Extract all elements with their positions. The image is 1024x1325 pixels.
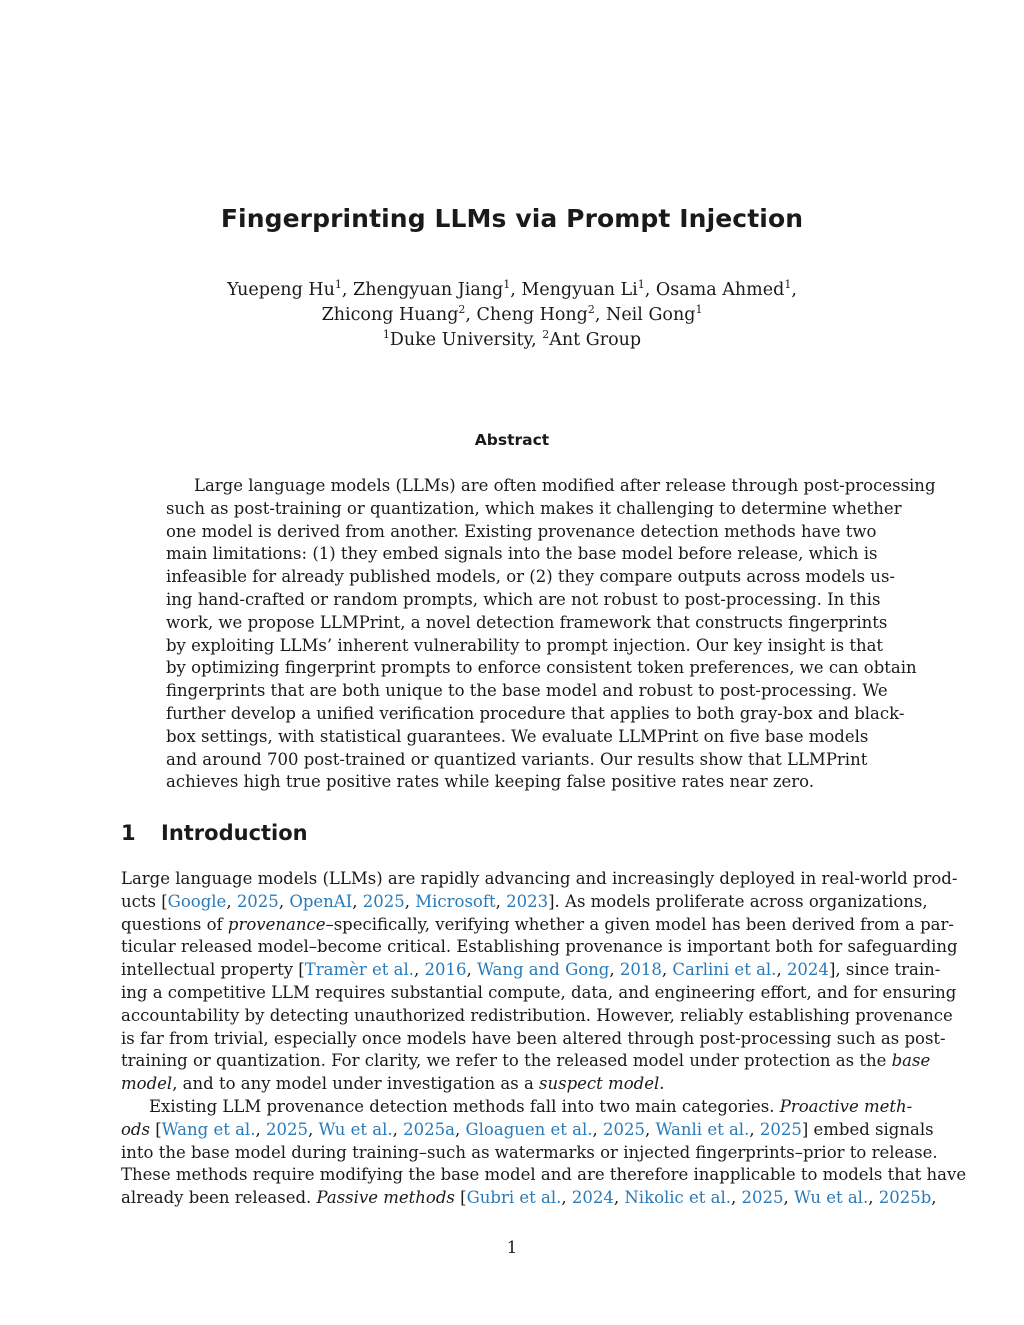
body-line: ucts [Google, 2025, OpenAI, 2025, Microsoft, 2023]. As models proliferate across organizations, xyxy=(121,891,928,911)
abstract-line: by exploiting LLMs’ inherent vulnerability to prompt injection. Our key insight is that xyxy=(166,635,884,655)
body-line: These methods require modifying the base model and are therefore inapplicable to models that have xyxy=(121,1165,967,1185)
citation-link[interactable]: 2025 xyxy=(236,891,279,911)
body-line: is far from trivial, especially once models have been altered through post-processing such as post- xyxy=(121,1028,946,1048)
author-block xyxy=(0,278,1024,353)
citation-link[interactable]: 2023 xyxy=(506,891,549,911)
author-line-1: Yuepeng Hu$^1$, Zhengyuan Jiang$^1$, Mengyuan Li$^1$, Osama Ahmed$^1$, xyxy=(227,278,797,300)
abstract-line: box settings, with statistical guarantees. We evaluate LLMPrint on five base models xyxy=(166,726,869,746)
citation-link[interactable]: Microsoft xyxy=(415,891,496,911)
author-line-2: Zhicong Huang$^2$, Cheng Hong$^2$, Neil Gong$^1$ xyxy=(321,303,703,325)
body-line: Existing LLM provenance detection methods fall into two main categories. Proactive meth- xyxy=(149,1096,913,1116)
abstract-line: ing hand-crafted or random prompts, which are not robust to post-processing. In this xyxy=(166,589,881,609)
citation-link[interactable]: Google xyxy=(167,891,227,911)
affiliations: $^1$Duke University, $^2$Ant Group xyxy=(382,328,642,350)
citation-link[interactable]: 2025 xyxy=(265,1119,308,1139)
body-line: into the base model during training–such as watermarks or injected fingerprints–prior to release. xyxy=(121,1142,938,1162)
citation-link[interactable]: Gloaguen et al. xyxy=(465,1119,593,1139)
section-heading xyxy=(121,821,308,845)
citation-link[interactable]: Wu et al. xyxy=(794,1188,869,1208)
citation-link[interactable]: Carlini et al. xyxy=(672,960,777,980)
body-line: ods [Wang et al., 2025, Wu et al., 2025a, Gloaguen et al., 2025, Wanli et al., 2025] embed signals xyxy=(121,1119,934,1139)
citation-link[interactable]: 2025 xyxy=(741,1188,784,1208)
citation-link[interactable]: 2024 xyxy=(571,1188,614,1208)
body-line: ing a competitive LLM requires substantial compute, data, and engineering effort, and for ensuring xyxy=(121,982,957,1002)
citation-link[interactable]: Tramèr et al. xyxy=(304,960,414,980)
abstract-body xyxy=(166,475,936,794)
citation-link[interactable]: 2025 xyxy=(362,891,405,911)
abstract-line: Large language models (LLMs) are often modified after release through post-processing xyxy=(194,476,936,495)
section-title: Introduction xyxy=(161,821,308,845)
abstract-line: infeasible for already published models, or (2) they compare outputs across models us- xyxy=(166,567,895,587)
body-line: accountability by detecting unauthorized redistribution. However, reliably establishing provenance xyxy=(121,1005,953,1025)
page-number: 1 xyxy=(506,1238,518,1257)
body-line: ticular released model–become critical. Establishing provenance is important both for safeguarding xyxy=(121,937,958,957)
citation-link[interactable]: OpenAI xyxy=(289,891,353,911)
abstract-line: achieves high true positive rates while keeping false positive rates near zero. xyxy=(166,772,815,792)
citation-link[interactable]: Wang and Gong xyxy=(477,960,610,980)
citation-link[interactable]: 2024 xyxy=(786,960,829,980)
introduction-body xyxy=(121,868,967,1210)
abstract-line: by optimizing fingerprint prompts to enforce consistent token preferences, we can obtain xyxy=(166,658,917,678)
abstract-line: further develop a unified verification procedure that applies to both gray-box and black- xyxy=(166,703,905,723)
section-number: 1 xyxy=(121,821,136,845)
citation-link[interactable]: Wu et al. xyxy=(318,1119,393,1139)
abstract-line: work, we propose LLMPrint, a novel detection framework that constructs fingerprints xyxy=(166,612,888,632)
citation-link[interactable]: 2016 xyxy=(424,960,467,980)
citation-link[interactable]: Gubri et al. xyxy=(466,1188,562,1208)
abstract-line: one model is derived from another. Existing provenance detection methods have two xyxy=(166,521,877,541)
body-line: questions of provenance–specifically, verifying whether a given model has been derived from a par- xyxy=(121,914,954,934)
abstract-heading: Abstract xyxy=(474,431,550,449)
citation-link[interactable]: 2025 xyxy=(603,1119,646,1139)
citation-link[interactable]: 2025b xyxy=(878,1188,932,1208)
body-line: model, and to any model under investigation as a suspect model. xyxy=(121,1074,665,1094)
body-line: already been released. Passive methods [Gubri et al., 2024, Nikolic et al., 2025, Wu et al., 2025b, xyxy=(121,1188,937,1208)
abstract-line: fingerprints that are both unique to the base model and robust to post-processing. We xyxy=(166,681,888,701)
citation-link[interactable]: 2025 xyxy=(759,1119,802,1139)
paper-title: Fingerprinting LLMs via Prompt Injection xyxy=(220,204,804,233)
body-line: intellectual property [Tramèr et al., 2016, Wang and Gong, 2018, Carlini et al., 2024], since train- xyxy=(121,960,941,980)
citation-link[interactable]: Wang et al. xyxy=(161,1119,256,1139)
abstract-line: such as post-training or quantization, which makes it challenging to determine whether xyxy=(166,498,902,518)
citation-link[interactable]: 2018 xyxy=(619,960,662,980)
body-line: Large language models (LLMs) are rapidly advancing and increasingly deployed in real-world prod- xyxy=(121,869,958,888)
abstract-line: and around 700 post-trained or quantized variants. Our results show that LLMPrint xyxy=(166,749,868,769)
citation-link[interactable]: Nikolic et al. xyxy=(624,1188,732,1208)
abstract-line: main limitations: (1) they embed signals into the base model before release, which is xyxy=(166,544,878,564)
citation-link[interactable]: Wanli et al. xyxy=(655,1119,750,1139)
citation-link[interactable]: 2025a xyxy=(403,1119,455,1139)
body-line: training or quantization. For clarity, we refer to the released model under protection as the base xyxy=(121,1051,931,1071)
